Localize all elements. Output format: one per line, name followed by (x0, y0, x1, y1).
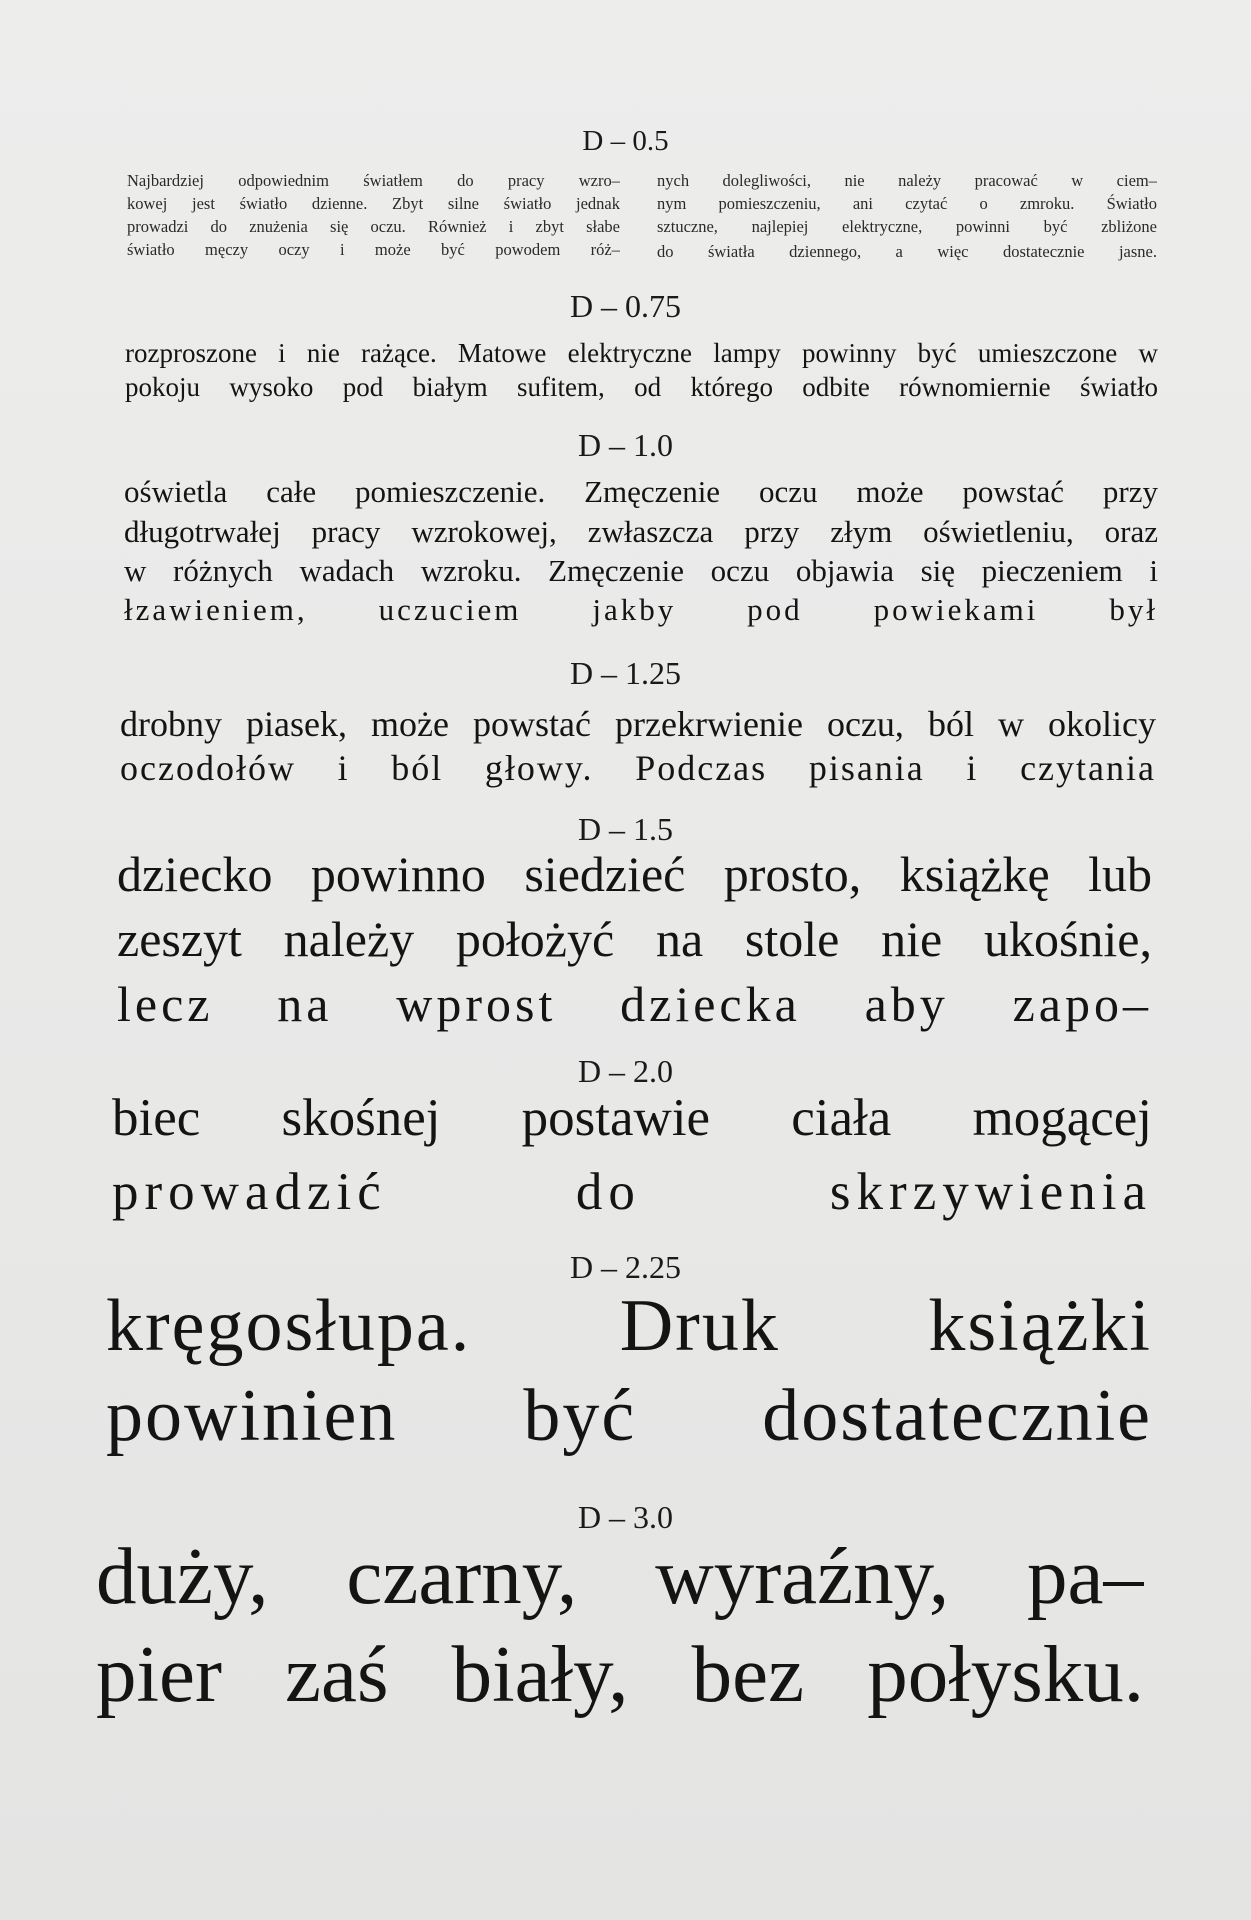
text-line: prowadzić do skrzywienia (112, 1163, 1152, 1221)
text-line: prowadzi do znużenia się oczu. Również i zbyt słabe (127, 217, 620, 236)
section-label-d-1-0: D – 1.0 (577, 427, 674, 463)
section-label-d-2-0: D – 2.0 (577, 1053, 674, 1089)
text-line: oczodołów i ból głowy. Podczas pisania i czytania (120, 748, 1156, 788)
section-label-d-1-25: D – 1.25 (569, 655, 682, 691)
text-line: Najbardziej odpowiednim światłem do pracy wzro– (127, 171, 620, 190)
text-line: biec skośnej postawie ciała mogącej (112, 1089, 1152, 1147)
text-line: oświetla całe pomieszczenie. Zmęczenie oczu może powstać przy (124, 474, 1158, 509)
text-line: kręgosłupa. Druk książki (106, 1285, 1152, 1367)
text-line: nym pomieszczeniu, ani czytać o zmroku. Światło (657, 194, 1157, 213)
section-label-d-0-5: D – 0.5 (582, 125, 669, 157)
section-label-d-2-25: D – 2.25 (569, 1249, 682, 1285)
text-line: zeszyt należy położyć na stole nie ukośnie, (117, 911, 1152, 967)
text-line: nych dolegliwości, nie należy pracować w ciem– (657, 171, 1157, 190)
text-line: długotrwałej pracy wzrokowej, zwłaszcza przy złym oświetleniu, oraz (124, 514, 1158, 549)
text-line: w różnych wadach wzroku. Zmęczenie oczu objawia się pieczeniem i (124, 553, 1158, 588)
text-line: pokoju wysoko pod białym sufitem, od którego odbite równomiernie światło (125, 372, 1158, 402)
text-line: rozproszone i nie rażące. Matowe elektryczne lampy powinny być umieszczone w (125, 338, 1158, 368)
section-label-d-0-75: D – 0.75 (569, 288, 682, 324)
text-line: lecz na wprost dziecka aby zapo– (117, 976, 1152, 1032)
text-line: kowej jest światło dzienne. Zbyt silne światło jednak (127, 194, 620, 213)
section-label-d-1-5: D – 1.5 (577, 811, 674, 847)
text-line: do światła dziennego, a więc dostatecznie jasne. (657, 242, 1157, 261)
text-line: światło męczy oczy i może być powodem róż– (127, 240, 620, 259)
text-line: łzawieniem, uczuciem jakby pod powiekami był (124, 592, 1158, 627)
section-label-d-3-0: D – 3.0 (577, 1499, 674, 1535)
text-line: dziecko powinno siedzieć prosto, książkę lub (117, 846, 1152, 902)
text-line: pier zaś biały, bez połysku. (96, 1629, 1144, 1719)
text-line: powinien być dostatecznie (106, 1375, 1152, 1457)
text-line: duży, czarny, wyraźny, pa– (96, 1531, 1144, 1621)
text-line: drobny piasek, może powstać przekrwienie oczu, ból w okolicy (120, 704, 1156, 744)
text-line: sztuczne, najlepiej elektryczne, powinni być zbliżone (657, 217, 1157, 236)
